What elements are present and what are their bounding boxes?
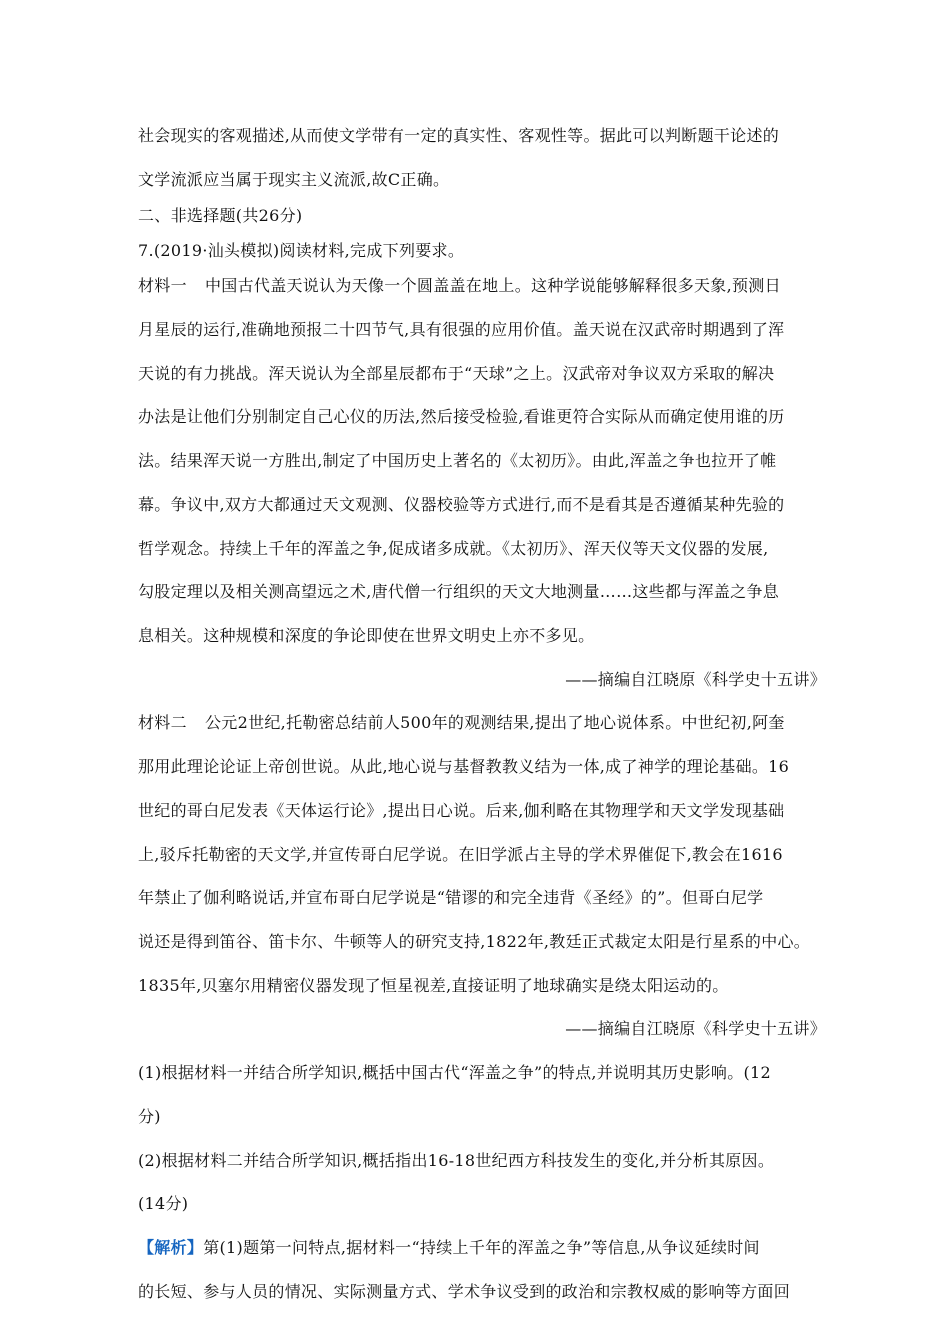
material-two-line: 那用此理论论证上帝创世说。从此,地心说与基督教教义结为一体,成了神学的理论基础。16 — [138, 757, 790, 776]
answer-text-line: 文学流派应当属于现实主义流派,故C正确。 — [138, 170, 450, 189]
analysis-text: 第(1)题第一问特点,据材料一“持续上千年的浑盖之争”等信息,从争议延续时间 — [203, 1238, 760, 1257]
material-two-text: 公元2世纪,托勒密总结前人500年的观测结果,提出了地心说体系。中世纪初,阿奎 — [205, 713, 785, 732]
material-one-line: 天说的有力挑战。浑天说认为全部星辰都布于“天球”之上。汉武帝对争议双方采取的解决 — [138, 364, 775, 383]
material-two-line: 年禁止了伽利略说话,并宣布哥白尼学说是“错谬的和完全违背《圣经》的”。但哥白尼学 — [138, 888, 764, 907]
material-two-first-line — [138, 713, 828, 733]
material-two-line: 1835年,贝塞尔用精密仪器发现了恒星视差,直接证明了地球确实是绕太阳运动的。 — [138, 976, 729, 995]
material-one-line: 哲学观念。持续上千年的浑盖之争,促成诸多成就。《太初历》、浑天仪等天文仪器的发展, — [138, 539, 769, 558]
material-two-source: ——摘编自江晓原《科学史十五讲》 — [565, 1019, 826, 1038]
material-one-line: 息相关。这种规模和深度的争论即使在世界文明史上亦不多见。 — [138, 626, 595, 645]
material-two-line: 上,驳斥托勒密的天文学,并宣传哥白尼学说。在旧学派占主导的学术界催促下,教会在1616 — [138, 845, 783, 864]
material-one-source: ——摘编自江晓原《科学史十五讲》 — [565, 670, 826, 689]
material-one-text: 中国古代盖天说认为天像一个圆盖盖在地上。这种学说能够解释很多天象,预测日 — [205, 276, 781, 295]
material-one-line: 月星辰的运行,准确地预报二十四节气,具有很强的应用价值。盖天说在汉武帝时期遇到了浑 — [138, 320, 785, 339]
sub-question-2: (2)根据材料二并结合所学知识,概括指出16-18世纪西方科技发生的变化,并分析其原因。 — [138, 1151, 775, 1170]
material-one-label: 材料一 — [138, 276, 187, 295]
answer-text-line: 社会现实的客观描述,从而使文学带有一定的真实性、客观性等。据此可以判断题干论述的 — [138, 126, 780, 145]
material-one-line: 幕。争议中,双方大都通过天文观测、仪器校验等方式进行,而不是看其是否遵循某种先验的 — [138, 495, 785, 514]
analysis-tag: 【解析】 — [138, 1238, 204, 1257]
material-two-label: 材料二 — [138, 713, 187, 732]
sub-question-1-cont: 分) — [138, 1107, 161, 1126]
question-heading: 7.(2019·汕头模拟)阅读材料,完成下列要求。 — [138, 241, 465, 260]
material-one-line: 勾股定理以及相关测高望远之术,唐代僧一行组织的天文大地测量……这些都与浑盖之争息 — [138, 582, 780, 601]
section-heading: 二、非选择题(共26分) — [138, 206, 303, 225]
material-one-first-line — [138, 276, 828, 296]
analysis-line: 的长短、参与人员的情况、实际测量方式、学术争议受到的政治和宗教权威的影响等方面回 — [138, 1282, 791, 1301]
material-one-line: 法。结果浑天说一方胜出,制定了中国历史上著名的《太初历》。由此,浑盖之争也拉开了帷 — [138, 451, 777, 470]
material-two-line: 世纪的哥白尼发表《天体运行论》,提出日心说。后来,伽利略在其物理学和天文学发现基础 — [138, 801, 785, 820]
material-one-line: 办法是让他们分别制定自己心仪的历法,然后接受检验,看谁更符合实际从而确定使用谁的历 — [138, 407, 785, 426]
material-two-line: 说还是得到笛谷、笛卡尔、牛顿等人的研究支持,1822年,教廷正式裁定太阳是行星系的中心。 — [138, 932, 811, 951]
analysis-first-line — [138, 1238, 828, 1258]
sub-question-2-cont: (14分) — [138, 1194, 189, 1213]
sub-question-1: (1)根据材料一并结合所学知识,概括中国古代“浑盖之争”的特点,并说明其历史影响。(12 — [138, 1063, 771, 1082]
